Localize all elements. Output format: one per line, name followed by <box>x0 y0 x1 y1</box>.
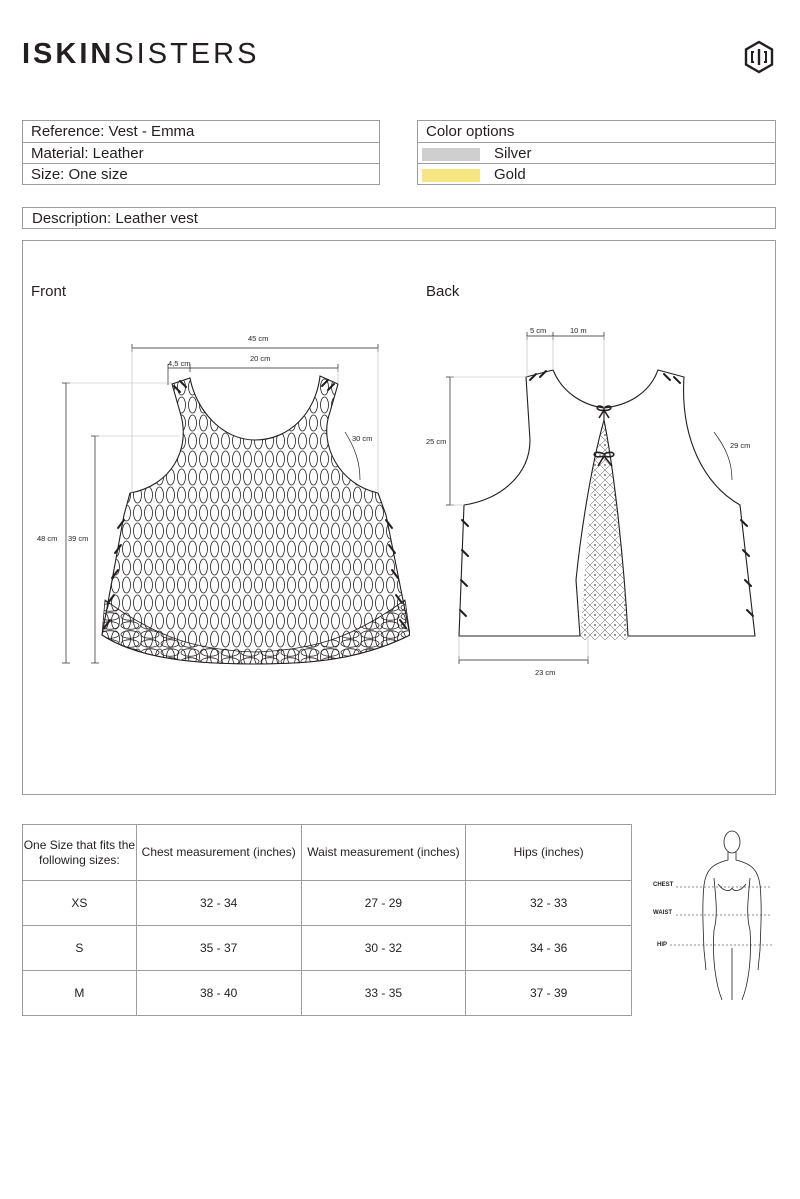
size-table-header-cell: Hips (inches) <box>466 825 632 881</box>
gold-swatch <box>422 169 480 182</box>
size-table-header-cell: One Size that fits the following sizes: <box>23 825 137 881</box>
front-strap-dim: 4,5 cm <box>168 359 191 368</box>
size-cell: S <box>23 926 137 971</box>
front-neck-dim: 20 cm <box>250 354 271 363</box>
size-text: Size: One size <box>23 163 379 184</box>
description-text: Description: Leather vest <box>32 210 198 227</box>
back-technical-drawing <box>420 320 780 680</box>
color-options-box <box>417 120 776 185</box>
chest-cell: 35 - 37 <box>136 926 301 971</box>
waist-label: WAIST <box>653 910 672 916</box>
product-info-box <box>22 120 380 185</box>
back-neck-dim: 10 m <box>570 326 587 335</box>
front-armhole-dim: 30 cm <box>352 434 373 443</box>
back-armhole-depth-dim: 25 cm <box>426 437 447 446</box>
hips-cell: 32 - 33 <box>466 881 632 926</box>
front-length-dim: 48 cm <box>37 534 58 543</box>
front-label: Front <box>31 283 67 300</box>
color-option-gold <box>418 163 775 184</box>
color-option-name: Silver <box>494 145 532 162</box>
size-cell: M <box>23 971 137 1016</box>
chest-cell: 38 - 40 <box>136 971 301 1016</box>
hips-cell: 34 - 36 <box>466 926 632 971</box>
waist-cell: 27 - 29 <box>301 881 466 926</box>
front-side-dim: 39 cm <box>68 534 89 543</box>
size-table-header-cell: Waist measurement (inches) <box>301 825 466 881</box>
size-table-header-cell: Chest measurement (inches) <box>136 825 301 881</box>
table-row <box>23 926 632 971</box>
front-width-dim: 45 cm <box>248 334 269 343</box>
table-row <box>23 971 632 1016</box>
chest-cell: 32 - 34 <box>136 881 301 926</box>
brand-logo <box>22 38 259 71</box>
back-width-dim: 23 cm <box>535 668 556 677</box>
brand-bold: ISKIN <box>22 38 115 70</box>
color-option-silver <box>418 142 775 163</box>
brand-mark-icon <box>742 40 776 74</box>
brand-light: SISTERS <box>114 38 260 70</box>
size-table <box>22 824 632 1016</box>
size-cell: XS <box>23 881 137 926</box>
chest-label: CHEST <box>653 882 674 888</box>
table-row <box>23 881 632 926</box>
hip-label: HIP <box>657 942 668 948</box>
color-options-title: Color options <box>426 123 515 140</box>
hips-cell: 37 - 39 <box>466 971 632 1016</box>
waist-cell: 30 - 32 <box>301 926 466 971</box>
waist-cell: 33 - 35 <box>301 971 466 1016</box>
reference-text: Reference: Vest - Emma <box>31 123 195 140</box>
back-strap-dim: 5 cm <box>530 326 547 335</box>
size-table-header <box>23 825 632 881</box>
front-technical-drawing <box>30 325 410 675</box>
description-box <box>22 207 776 229</box>
back-label: Back <box>426 283 460 300</box>
material-text: Material: Leather <box>23 142 379 163</box>
color-option-name: Gold <box>494 166 526 183</box>
body-measurement-figure <box>650 826 780 1006</box>
back-armhole-dim: 29 cm <box>730 441 751 450</box>
silver-swatch <box>422 148 480 161</box>
